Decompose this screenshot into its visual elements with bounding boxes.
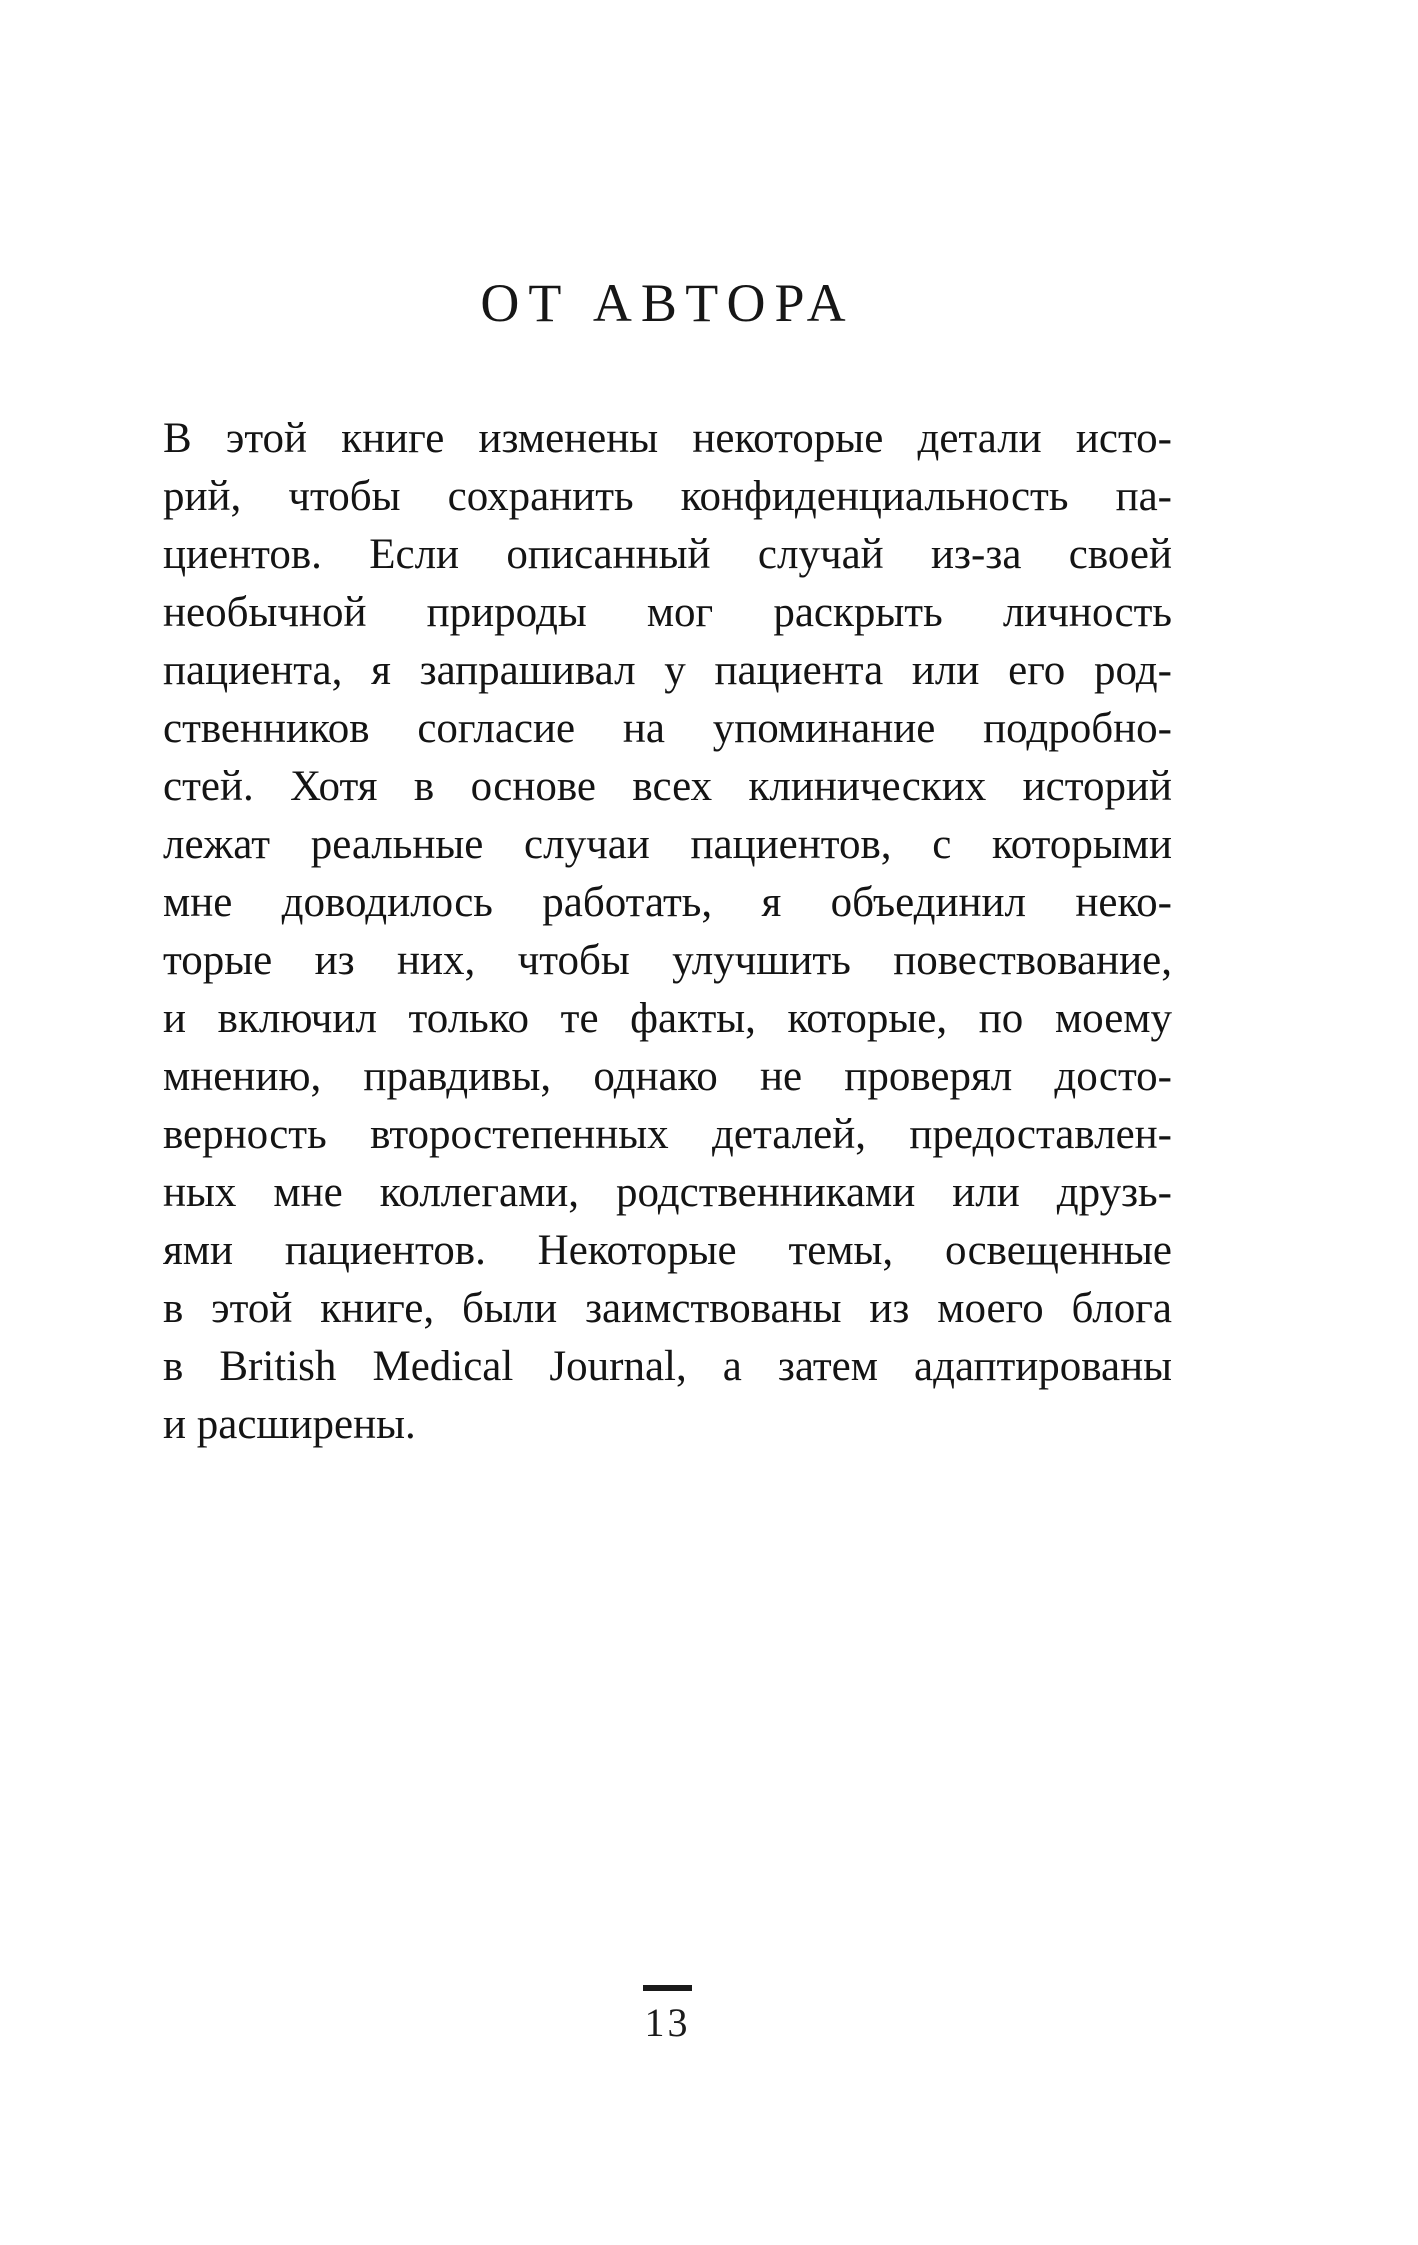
text-line: циентов. Если описанный случай из-за своей (163, 531, 1172, 578)
text-line: рий, чтобы сохранить конфиденциальность па- (163, 473, 1172, 520)
author-note-paragraph (163, 410, 1172, 1454)
text-line: лежат реальные случаи пациентов, с которыми (163, 821, 1172, 868)
text-line: мнению, правдивы, однако не проверял досто- (163, 1053, 1172, 1100)
text-line: и включил только те факты, которые, по моему (163, 995, 1172, 1042)
footer-divider (643, 1985, 692, 1991)
text-line: необычной природы мог раскрыть личность (163, 589, 1172, 636)
text-line: В этой книге изменены некоторые детали исто- (163, 415, 1172, 462)
text-line: ных мне коллегами, родственниками или друзь- (163, 1169, 1172, 1216)
text-line: пациента, я запрашивал у пациента или его род- (163, 647, 1172, 694)
text-column (163, 0, 1172, 1454)
text-line: и расширены. (163, 1401, 416, 1448)
text-line: в этой книге, были заимствованы из моего блога (163, 1285, 1172, 1332)
text-line: мне доводилось работать, я объединил неко- (163, 879, 1172, 926)
text-line: стей. Хотя в основе всех клинических историй (163, 763, 1172, 810)
text-line: торые из них, чтобы улучшить повествование, (163, 937, 1172, 984)
text-line: ственников согласие на упоминание подробно- (163, 705, 1172, 752)
page-footer (163, 1985, 1172, 2043)
text-line: в British Medical Journal, а затем адаптированы (163, 1343, 1172, 1390)
text-line: ями пациентов. Некоторые темы, освещенные (163, 1227, 1172, 1274)
text-line: верность второстепенных деталей, предоставлен- (163, 1111, 1172, 1158)
page-number: 13 (644, 2000, 691, 2045)
chapter-title: ОТ АВТОРА (480, 273, 855, 333)
